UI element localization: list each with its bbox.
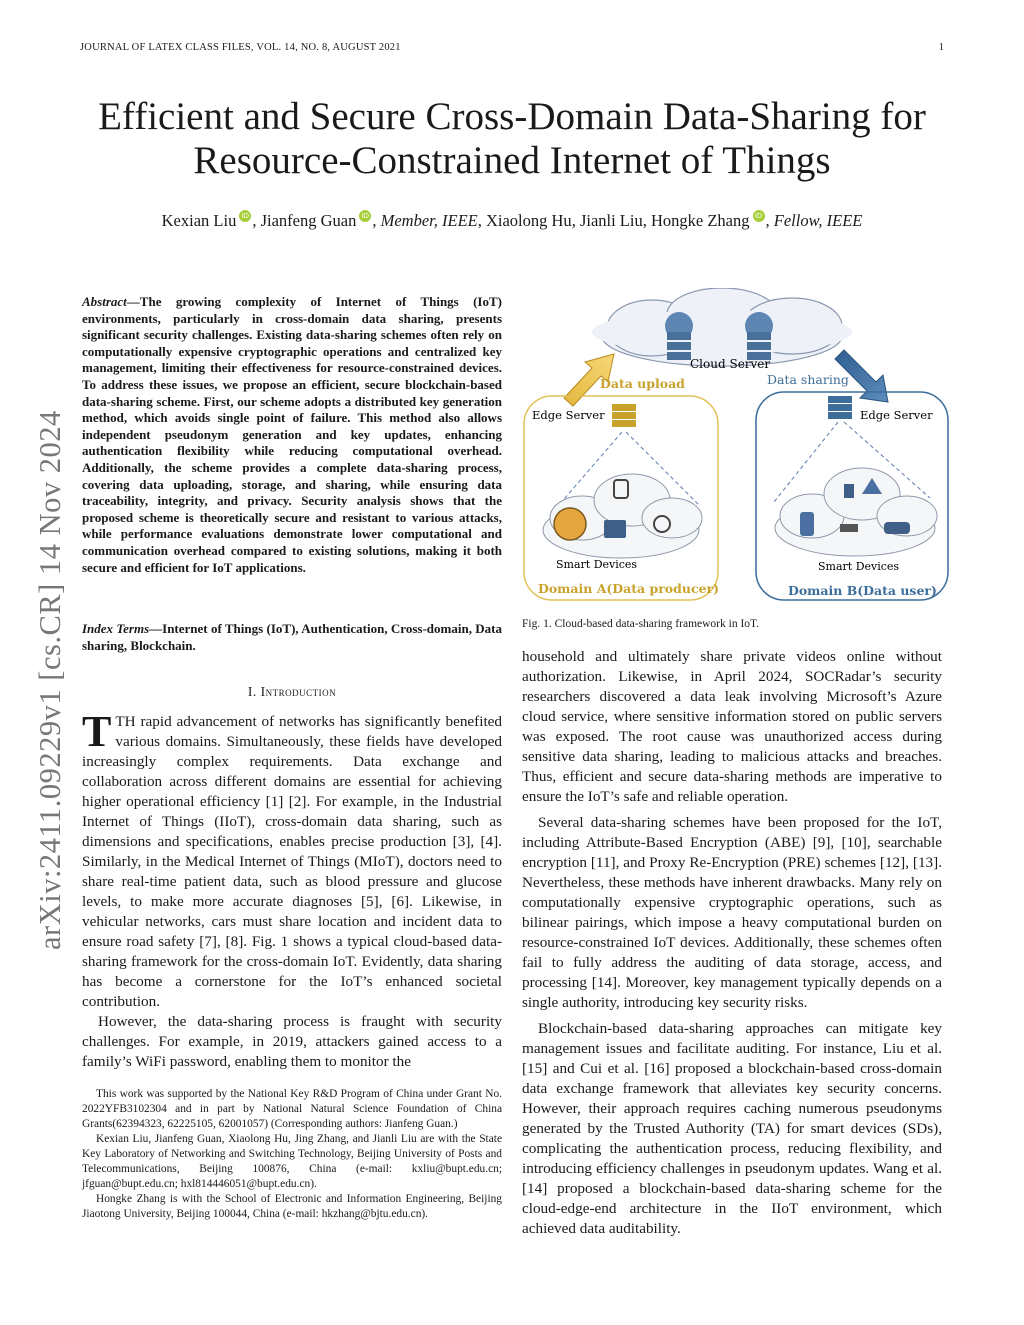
paragraph: However, the data-sharing process is fraught with security challenges. For example, in 2019, attackers gained access to a family’s WiFi password, enabling them to monitor the <box>82 1013 502 1070</box>
paragraph: Several data-sharing schemes have been proposed for the IoT, including Attribute-Based Encryption (ABE) [9], [10], searchable encryption [11], and Proxy Re-Encryption (PRE) schemes [12], [13]. Nevertheless, these methods have inherent drawbacks. Many rely on computationally expensive cryptographic operations, such as bilinear pairings, which impose a heavy computational burden on resource-constrained IoT devices. Additionally, these schemes often fail to fully address the auditing of data storage, access, and processing [14]. Moreover, key management typically depends on a single authority, introducing key security risks. <box>522 814 942 1011</box>
cloud-icon <box>592 288 852 366</box>
orcid-icon: iD <box>239 210 251 222</box>
orcid-icon: iD <box>753 210 765 222</box>
drop-cap: T <box>82 707 112 756</box>
abstract-label: Abstract <box>82 294 127 309</box>
paper-title: Efficient and Secure Cross-Domain Data-Sharing for Resource-Constrained Internet of Things <box>98 95 926 182</box>
author-list: Kexian Liu iD , Jianfeng Guan iD , Member, IEEE, Xiaolong Hu, Jianli Liu, Hongke Zhang iD , Fellow, IEEE <box>161 211 863 230</box>
data-sharing-label: Data sharing <box>767 372 849 387</box>
data-upload-label: Data upload <box>600 376 685 391</box>
edge-server-b-label: Edge Server <box>860 408 933 422</box>
arxiv-stamp: arXiv:2411.09229v1 [cs.CR] 14 Nov 2024 <box>33 410 67 950</box>
footnotes <box>82 1087 502 1222</box>
footnote: This work was supported by the National Key R&D Program of China under Grant No. 2022YFB3102304 and in part by National Natural Science Foundation of China Grants(62394323, 62225105, 62001057) (Corresponding authors: Jianfeng Guan.) <box>82 1088 502 1130</box>
edge-server-icon <box>612 396 852 427</box>
abstract-text: —The growing complexity of Internet of Things (IoT) environments, particularly in cross-domain data sharing, presents significant security challenges. Existing data-sharing schemes often rely on computationally expensive cryptographic operations and centralized key management, limiting their effectiveness for resource-constrained devices. To address these issues, we propose an efficient, secure blockchain-based data-sharing scheme. First, our scheme adopts a distributed key generation method, which avoids single point of failure. This method also allows independent pseudonym generation and key updates, enhancing authentication flexibility while reducing computational overhead. Additionally, the scheme provides a complete data-sharing process, covering data uploading, storage, and sharing, while ensuring data traceability, integrity, and privacy. Security analysis shows that the proposed scheme is theoretically secure and resistant to various attacks, while performance evaluations demonstrate lower computational and communication overhead compared to existing solutions, making it both secure and efficient for IoT applications. <box>82 294 502 575</box>
author-role: Member, IEEE <box>380 211 478 230</box>
author-name: Kexian Liu <box>161 211 237 230</box>
author-name: Hongke Zhang <box>650 211 750 230</box>
smart-devices-a-label: Smart Devices <box>556 558 638 571</box>
edge-server-a-label: Edge Server <box>532 408 605 422</box>
domain-a-label: Domain A(Data producer) <box>538 581 720 596</box>
index-terms-label: Index Terms <box>82 621 150 636</box>
author-name: Jianli Liu <box>579 211 643 230</box>
index-terms: Index Terms—Internet of Things (IoT), Authentication, Cross-domain, Data sharing, Blockchain. <box>82 621 502 653</box>
domain-b-label: Domain B(Data user) <box>788 583 937 598</box>
page-number: 1 <box>938 42 944 53</box>
author-role: Fellow, IEEE <box>773 211 863 230</box>
device-cloud-b <box>775 468 937 556</box>
paragraph: TTH rapid advancement of networks has significantly benefited various domains. Simultaneously, these fields have developed increasingly complex requirements. Data exchange and collaboration across different domains are essential for achieving higher operational efficiency [1] [2]. For example, in the Industrial Internet of Things (IIoT), cross-domain data sharing, such as dimensions and specifications, enables precise production [3], [4]. Similarly, in the Medical Internet of Things (MIoT), doctors need to share real-time patient data, such as blood pressure and glucose levels, to make more accurate diagnoses [5], [6]. Likewise, in vehicular networks, cars must share location and incident data to ensure road safety [7], [8]. Fig. 1 shows a typical cloud-based data-sharing framework for the cross-domain IoT. Evidently, data sharing has become a cornerstone for the IoT’s enhanced societal contribution. <box>82 707 502 1010</box>
author-name: Jianfeng Guan <box>260 211 357 230</box>
smart-devices-b-label: Smart Devices <box>818 560 900 573</box>
section-heading: I. Introduction <box>247 684 337 699</box>
figure-1 <box>522 288 952 608</box>
left-column-body <box>82 707 502 1072</box>
paragraph: household and ultimately share private videos online without authorization. Likewise, in April 2024, SOCRadar’s security researchers discovered a data leak involving Microsoft’s Azure cloud service, where sensitive information stored on public servers was exposed. The root cause was unauthorized access during sensitive data sharing, leading to malicious attacks and breaches. Thus, efficient and secure data-sharing methods are imperative to ensure the IoT’s safe and reliable operation. <box>522 648 942 805</box>
author-name: Xiaolong Hu <box>485 211 572 230</box>
footnote: Kexian Liu, Jianfeng Guan, Xiaolong Hu, Jing Zhang, and Jianli Liu are with the State Key Laboratory of Networking and Switching Technology, Beijing University of Posts and Telecommunications, Beijing 100876, China (e-mail: kxliu@bupt.edu.cn; jfguan@bupt.edu.cn; hxl814446051@bupt.edu.cn). <box>82 1133 502 1190</box>
cloud-server-label: Cloud Server <box>690 357 771 371</box>
orcid-icon: iD <box>359 210 371 222</box>
figure-caption: Fig. 1. Cloud-based data-sharing framework in IoT. <box>522 618 760 630</box>
paragraph: Blockchain-based data-sharing approaches can mitigate key management issues and facilitate auditing. For instance, Liu et al. [15] and Cui et al. [16] proposed a blockchain-based cross-domain data exchange framework that alleviates key security concerns. However, their approach requires caching numerous pseudonyms generated by the Trusted Authority (TA) for smart devices (SDs), complicating the authentication process, reducing flexibility, and introducing efficiency challenges in pseudonym updates. Wang et al. [14] proposed a blockchain-based data-sharing scheme for the cloud-edge-end architecture in the IIoT environment, which achieved data auditability. <box>522 1020 942 1237</box>
abstract <box>82 294 502 576</box>
right-column-body <box>522 647 942 1239</box>
running-header: JOURNAL OF LATEX CLASS FILES, VOL. 14, NO. 8, AUGUST 2021 <box>80 42 401 53</box>
footnote: Hongke Zhang is with the School of Electronic and Information Engineering, Beijing Jiaotong University, Beijing 100044, China (e-mail: hkzhang@bjtu.edu.cn). <box>82 1193 502 1220</box>
